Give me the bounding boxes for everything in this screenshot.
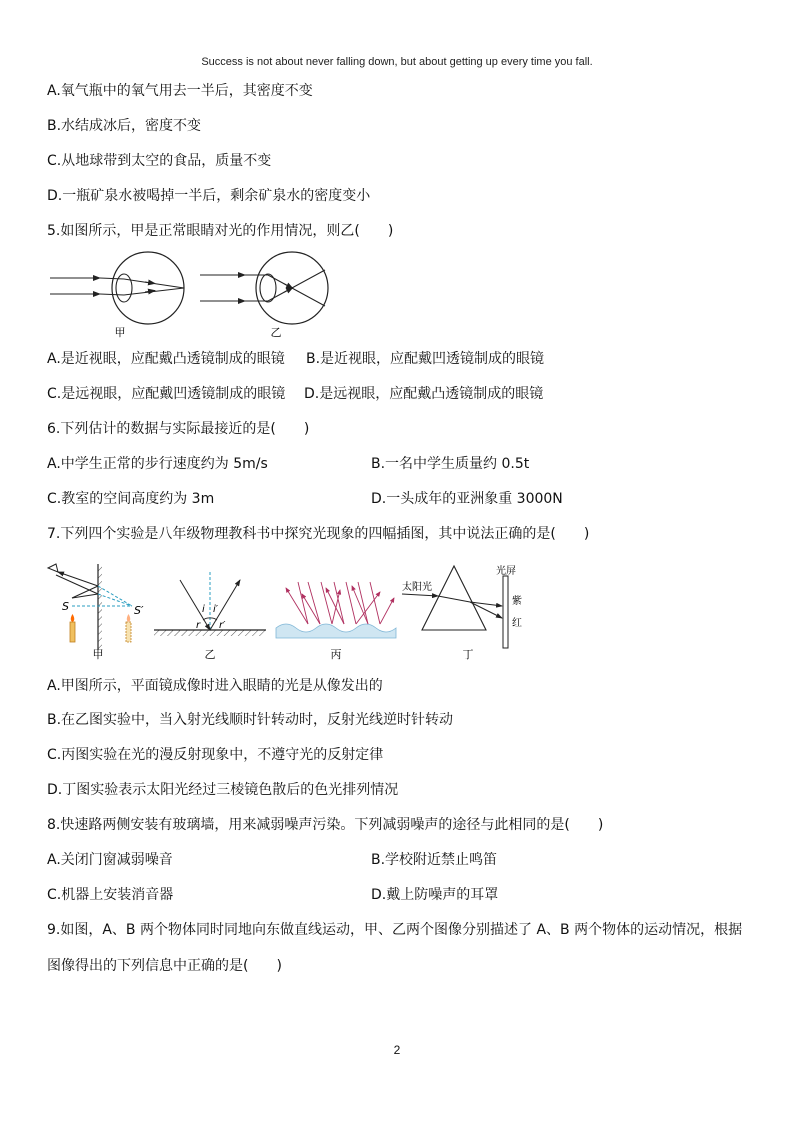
q8-option-a: A.关闭门窗减弱噪音 [47,852,173,868]
q4-option-b: B.水结成冰后，密度不变 [47,118,202,134]
fig-label-yi: 乙 [270,326,282,339]
fig7-label-ding: 丁 [462,648,474,661]
fig-yi-reflection [154,572,266,636]
q7-option-d: D.丁图实验表示太阳光经过三棱镜色散后的色光排列情况 [47,782,399,798]
fig7-label-jia: 甲 [92,648,104,661]
q4-option-d: D.一瓶矿泉水被喝掉一半后，剩余矿泉水的密度变小 [47,188,371,204]
page-header-quote: Success is not about never falling down, but about getting up every time you fall. [201,56,593,68]
q6-stem: 6.下列估计的数据与实际最接近的是( ) [47,421,310,437]
eye-icon [48,564,58,572]
fig-bing-diffuse [276,582,396,638]
q4-option-c: C.从地球带到太空的食品，质量不变 [47,153,272,169]
q7-option-c: C.丙图实验在光的漫反射现象中，不遵守光的反射定律 [47,747,384,763]
q7-option-a: A.甲图所示，平面镜成像时进入眼睛的光是从像发出的 [47,678,383,694]
fig-ding-prism [402,564,522,648]
label-i-prime: i′ [213,604,219,615]
q7-stem: 7.下列四个实验是八年级物理教科书中探究光现象的四幅插图，其中说法正确的是( ) [47,526,590,542]
q6-option-a: A.中学生正常的步行速度约为 5m/s [47,456,268,472]
q6-option-c: C.教室的空间高度约为 3m [47,491,215,507]
q7-option-b: B.在乙图实验中，当入射光线顺时针转动时，反射光线逆时针转动 [47,712,454,728]
label-r-prime: r′ [219,620,226,631]
fig-label-jia: 甲 [114,326,126,339]
label-s-prime: S′ [134,604,144,617]
label-red: 红 [512,618,522,629]
fig7-label-yi: 乙 [204,648,216,661]
q5-stem: 5.如图所示，甲是正常眼睛对光的作用情况，则乙( ) [47,223,394,239]
q9-stem-line1: 9.如图，A、B 两个物体同时同地向东做直线运动，甲、乙两个图像分别描述了 A、B 两个物体的运动情况，根据 [47,922,743,938]
test-eye-diagram [200,252,328,324]
page-number: 2 [393,1043,401,1057]
fig7-label-bing: 丙 [330,648,342,661]
label-screen: 光屏 [496,566,516,577]
q5-option-b: B.是近视眼，应配戴凹透镜制成的眼镜 [306,351,545,367]
q9-stem-line2: 图像得出的下列信息中正确的是( ) [47,958,282,974]
label-violet: 紫 [512,596,522,607]
label-s: S [62,600,69,613]
label-i: i [202,604,205,615]
q5-eye-figure [40,248,350,340]
q8-option-d: D.戴上防噪声的耳罩 [371,887,499,903]
q8-stem: 8.快速路两侧安装有玻璃墙，用来减弱噪声污染。下列减弱噪声的途径与此相同的是( ) [47,817,604,833]
q7-optics-figure [40,558,530,664]
q8-option-c: C.机器上安装消音器 [47,887,174,903]
q6-option-b: B.一名中学生质量约 0.5t [371,456,530,472]
q5-option-d: D.是远视眼，应配戴凸透镜制成的眼镜 [304,386,544,402]
q4-option-a: A.氧气瓶中的氧气用去一半后，其密度不变 [47,83,313,99]
q6-option-d: D.一头成年的亚洲象重 3000N [371,491,563,507]
fig-jia-plane-mirror [48,564,144,650]
q5-option-a: A.是近视眼，应配戴凸透镜制成的眼镜 [47,351,285,367]
q5-option-c: C.是远视眼，应配戴凹透镜制成的眼镜 [47,386,286,402]
label-sunlight: 太阳光 [402,582,432,593]
normal-eye-diagram [50,252,184,324]
q8-option-b: B.学校附近禁止鸣笛 [371,852,498,868]
label-r: r [196,620,201,631]
